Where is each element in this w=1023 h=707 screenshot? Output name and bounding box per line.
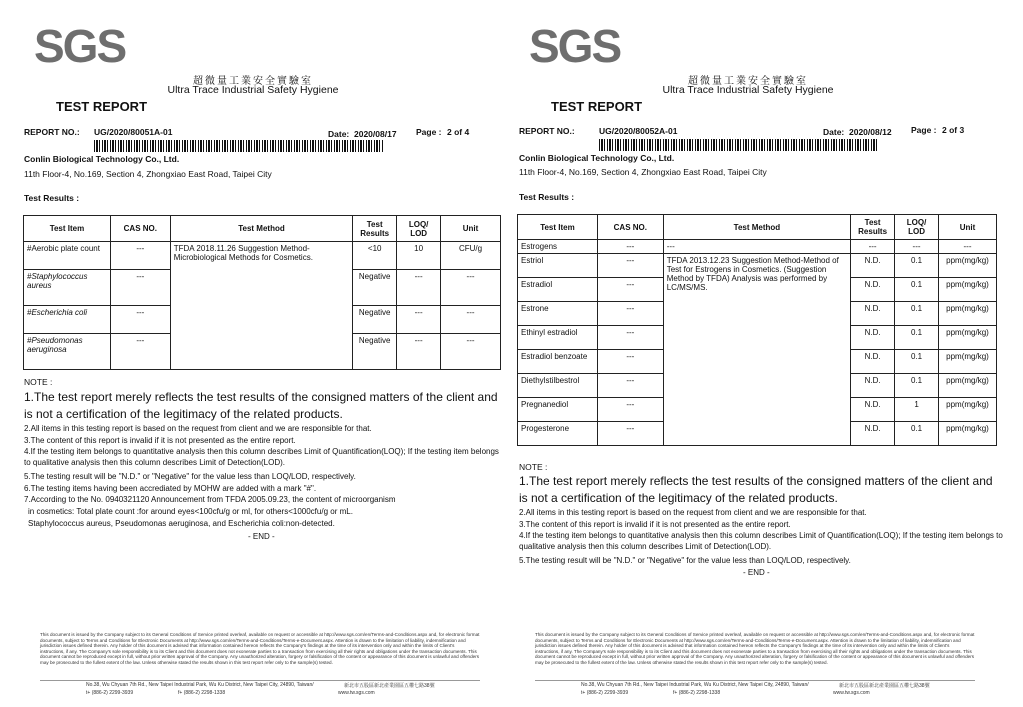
note-1: 1.The test report merely reflects the test results of the consigned matters of the client and is not a certification of the legitimacy of the related products. [24,390,498,421]
test-report-title: TEST REPORT [551,99,643,114]
company-name: Conlin Biological Technology Co., Ltd. [24,154,180,164]
loq-lod: 0.1 [895,422,939,446]
report-no-label: REPORT NO.: [24,127,80,137]
loq-lod: 0.1 [895,254,939,278]
cas-no: --- [597,398,663,422]
note-5: 5.The testing result will be "N.D." or "Negative" for the value less than LOQ/LOD, respectively. [24,472,356,481]
footer-divider [40,680,480,681]
unit: ppm(mg/kg) [939,254,997,278]
note-4: 4.If the testing item belongs to quantitative analysis then this column describes Limit of Quantification(LOQ); If the testing item belongs to qualitative analysis then this column describes Limit of Detection(LOD). [24,447,499,467]
loq-lod: --- [397,270,441,306]
footer-web: www.tw.sgs.com [833,690,870,696]
footer-address-cn: 新北市五股區新北產業園區五權七路38號 [839,683,930,689]
unit: --- [441,306,501,334]
col-header: Unit [441,216,501,242]
page-label: Page : [911,125,937,135]
footer-fax: f+ (886-2) 2298-1338 [178,690,226,696]
test-item: Diethylstilbestrol [518,374,598,398]
company-address: 11th Floor-4, No.169, Section 4, Zhongxiao East Road, Taipei City [519,167,767,177]
loq-lod: 1 [895,398,939,422]
col-header: Test Results [353,216,397,242]
test-result: N.D. [851,422,895,446]
test-report-title: TEST REPORT [56,99,148,114]
test-method: TFDA 2013.12.23 Suggestion Method-Method of Test for Estrogens in Cosmetics. (Suggestion Method by TFDA) Analysis was performed by LC/MS/MS. [663,254,850,446]
loq-lod: 0.1 [895,278,939,302]
col-header: Test Item [24,216,111,242]
unit: CFU/g [441,242,501,270]
note-7-line-3: Staphylococcus aureus, Pseudomonas aeruginosa, and Escherichia coli:non-detected. [28,519,335,528]
report-no-label: REPORT NO.: [519,126,575,136]
cas-no: --- [110,242,170,270]
footer-address: No.38, Wu Chyuan 7th Rd., New Taipei Industrial Park, Wu Ku District, New Taipei City, 24890, Taiwan/ [86,682,314,688]
test-result: N.D. [851,302,895,326]
col-header: Test Method [170,216,352,242]
loq-lod: 0.1 [895,326,939,350]
unit: ppm(mg/kg) [939,302,997,326]
test-item: Pregnanediol [518,398,598,422]
unit: ppm(mg/kg) [939,422,997,446]
footer-web: www.tw.sgs.com [338,690,375,696]
test-result: --- [851,240,895,254]
footer-tel: t+ (886-2) 2299-3939 [581,690,629,696]
cas-no: --- [597,254,663,278]
cas-no: --- [597,278,663,302]
note-3: 3.The content of this report is invalid if it is not presented as the entire report. [24,436,296,445]
report-date: 2020/08/12 [849,127,892,137]
unit: ppm(mg/kg) [939,398,997,422]
footer-address: No.38, Wu Chyuan 7th Rd., New Taipei Industrial Park, Wu Ku District, New Taipei City, 24890, Taiwan/ [581,682,809,688]
note-label: NOTE : [519,462,548,472]
test-item: Ethinyl estradiol [518,326,598,350]
lab-name-en: Ultra Trace Industrial Safety Hygiene [662,84,834,96]
note-1: 1.The test report merely reflects the test results of the consigned matters of the client and is not a certification of the legitimacy of the related products. [519,474,993,505]
test-item: #Staphylococcus aureus [24,270,111,306]
col-header: Test Results [851,215,895,240]
unit: --- [441,270,501,306]
test-results-label: Test Results : [519,192,575,202]
cas-no: --- [597,374,663,398]
test-item: #Escherichia coli [24,306,111,334]
table-row [518,254,997,278]
note-2: 2.All items in this testing report is based on the request from client and we are responsible for that. [519,508,867,517]
col-header: LOQ/ LOD [397,216,441,242]
cas-no: --- [597,326,663,350]
lab-name-cn: 超微量工業安全實驗室 [688,76,808,87]
page-label: Page : [416,127,442,137]
sgs-logo [34,22,134,68]
unit: ppm(mg/kg) [939,374,997,398]
unit: ppm(mg/kg) [939,326,997,350]
loq-lod: 10 [397,242,441,270]
loq-lod: 0.1 [895,350,939,374]
svg-text:SGS: SGS [34,22,126,68]
note-label: NOTE : [24,377,53,387]
results-table [23,215,501,370]
disclaimer: This document is issued by the Company subject to its General Conditions of Service printed overleaf, available on request or accessible at http://www.sgs.com/en/Terms-and-Conditions.aspx and, for electronic format documents, subject to Terms and Conditions for Electronic Documents at http://www.sgs.com/en/Terms-and-Conditions/Terms-e-Document.aspx. Attention is drawn to the limitation of liability, indemnification and jurisdiction issues defined therein. Any holder of this document is advised that information contained hereon reflects the Company's findings at the time of its intervention only and within the limits of Client's instructions, if any. The Company's sole responsibility is to its Client and this document does not exonerate parties to a transaction from exercising all their rights and obligations under the transaction documents. This document cannot be reproduced except in full, without prior written approval of the Company. Any unauthorized alteration, forgery or falsification of the content or appearance of this document is unlawful and offenders may be prosecuted to the fullest extent of the law. Unless otherwise stated the results shown in this test report refer only to the sample(s) tested. [535,632,975,665]
test-results-label: Test Results : [24,193,80,203]
col-header: Unit [939,215,997,240]
test-method: TFDA 2018.11.26 Suggestion Method-Microbiological Methods for Cosmetics. [170,242,352,370]
test-item: Progesterone [518,422,598,446]
disclaimer: This document is issued by the Company subject to its General Conditions of Service printed overleaf, available on request or accessible at http://www.sgs.com/en/Terms-and-Conditions.aspx and, for electronic format documents, subject to Terms and Conditions for Electronic Documents at http://www.sgs.com/en/Terms-and-Conditions/Terms-e-Document.aspx. Attention is drawn to the limitation of liability, indemnification and jurisdiction issues defined therein. Any holder of this document is advised that information contained hereon reflects the Company's findings at the time of its intervention only and within the limits of Client's instructions, if any. The Company's sole responsibility is to its Client and this document does not exonerate parties to a transaction from exercising all their rights and obligations under the transaction documents. This document cannot be reproduced except in full, without prior written approval of the Company. Any unauthorized alteration, forgery or falsification of the content or appearance of this document is unlawful and offenders may be prosecuted to the fullest extent of the law. Unless otherwise stated the results shown in this test report refer only to the sample(s) tested. [40,632,480,665]
test-result: N.D. [851,374,895,398]
company-name: Conlin Biological Technology Co., Ltd. [519,153,675,163]
svg-text:SGS: SGS [529,22,621,68]
loq-lod: 0.1 [895,302,939,326]
page-number: 2 of 3 [942,125,965,135]
report-no: UG/2020/80051A-01 [94,127,173,137]
col-header: LOQ/ LOD [895,215,939,240]
col-header: CAS NO. [110,216,170,242]
note-5: 5.The testing result will be "N.D." or "Negative" for the value less than LOQ/LOD, respectively. [519,556,851,565]
note-7-line-2: in cosmetics: Total plate count :for around eyes<100cfu/g or ml, for others<1000cfu/g or mL. [28,507,353,516]
test-result: N.D. [851,398,895,422]
note-7: 7.According to the No. 0940321120 Announcement from TFDA 2005.09.23, the content of microorganism [24,495,396,504]
barcode [94,140,384,152]
footer-fax: f+ (886-2) 2298-1338 [673,690,721,696]
col-header: Test Method [663,215,850,240]
test-result: Negative [353,306,397,334]
end-marker: - END - [743,568,770,577]
cas-no: --- [597,302,663,326]
table-row [518,240,997,254]
cas-no: --- [110,334,170,370]
loq-lod: --- [397,334,441,370]
sgs-logo [529,22,629,68]
test-result: Negative [353,334,397,370]
test-item: Estradiol benzoate [518,350,598,374]
report-page-2 [513,0,1013,707]
test-item: #Aerobic plate count [24,242,111,270]
report-page-1 [18,0,518,707]
barcode [599,139,879,151]
test-result: N.D. [851,278,895,302]
note-2: 2.All items in this testing report is based on the request from client and we are responsible for that. [24,424,372,433]
table-row [24,242,501,270]
test-item: Estrone [518,302,598,326]
company-address: 11th Floor-4, No.169, Section 4, Zhongxiao East Road, Taipei City [24,169,272,179]
report-date: 2020/08/17 [354,129,397,139]
test-item: Estradiol [518,278,598,302]
note-6: 6.The testing items having been accrediated by MOHW are added with a mark "#". [24,484,317,493]
loq-lod: --- [895,240,939,254]
report-no: UG/2020/80052A-01 [599,126,678,136]
end-marker: - END - [248,532,275,541]
cas-no: --- [597,240,663,254]
test-result: Negative [353,270,397,306]
unit: ppm(mg/kg) [939,350,997,374]
cas-no: --- [597,422,663,446]
loq-lod: --- [397,306,441,334]
test-result: N.D. [851,350,895,374]
cas-no: --- [110,306,170,334]
footer-address-cn: 新北市五股區新北產業園區五權七路38號 [344,683,435,689]
date-label: Date: [823,127,845,137]
test-item: Estrogens [518,240,598,254]
note-4: 4.If the testing item belongs to quantitative analysis then this column describes Limit of Quantification(LOQ); If the testing item belongs to qualitative analysis then this column describes Limit of Detection(LOD). [519,531,1003,551]
test-result: <10 [353,242,397,270]
note-3: 3.The content of this report is invalid if it is not presented as the entire report. [519,520,791,529]
unit: --- [939,240,997,254]
lab-name-en: Ultra Trace Industrial Safety Hygiene [167,84,339,96]
col-header: Test Item [518,215,598,240]
lab-name-cn: 超微量工業安全實驗室 [193,76,313,87]
col-header: CAS NO. [597,215,663,240]
loq-lod: 0.1 [895,374,939,398]
test-item: #Pseudomonas aeruginosa [24,334,111,370]
page-number: 2 of 4 [447,127,470,137]
footer-divider [535,680,975,681]
test-result: N.D. [851,326,895,350]
date-label: Date: [328,129,350,139]
unit: --- [441,334,501,370]
results-table [517,214,997,446]
unit: ppm(mg/kg) [939,278,997,302]
test-method: --- [663,240,850,254]
cas-no: --- [597,350,663,374]
footer-tel: t+ (886-2) 2299-3939 [86,690,134,696]
cas-no: --- [110,270,170,306]
test-item: Estriol [518,254,598,278]
test-result: N.D. [851,254,895,278]
